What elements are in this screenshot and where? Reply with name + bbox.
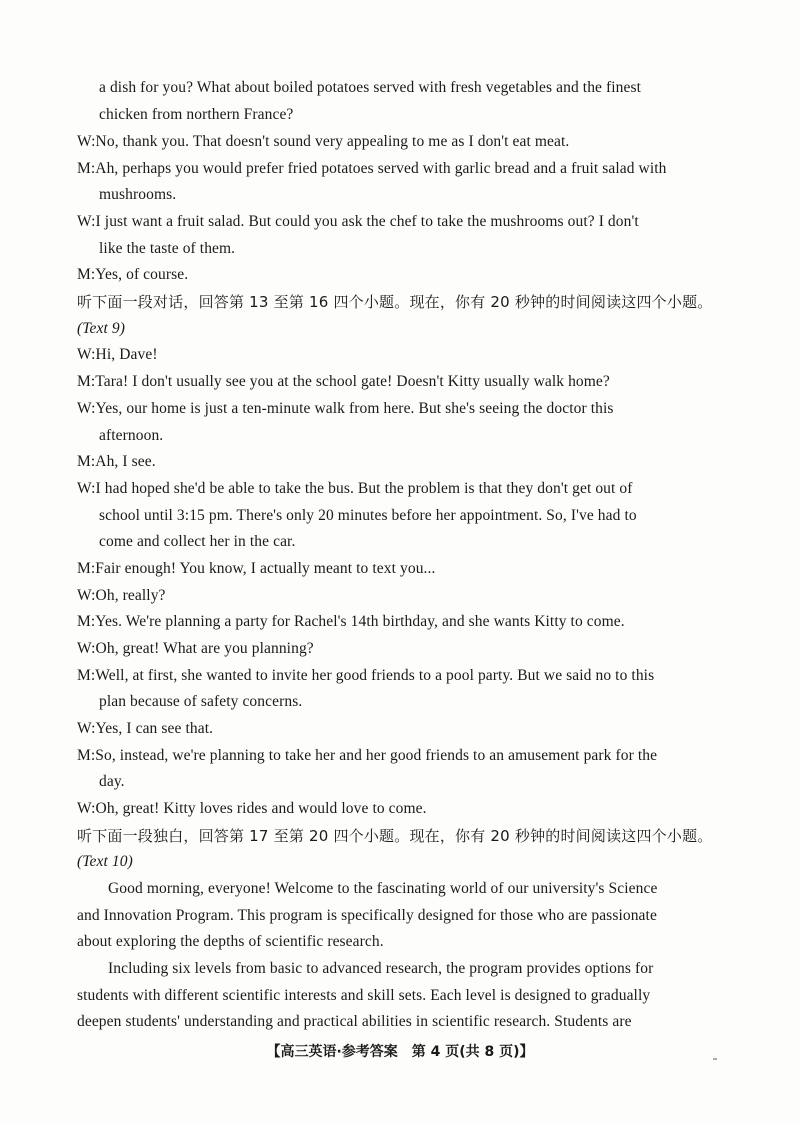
section-instruction: 听下面一段对话，回答第 13 至第 16 四个小题。现在，你有 20 秒钟的时间阅读这四个小题。 xyxy=(77,293,713,311)
text-line: deepen students' understanding and practical abilities in scientific research. Students are xyxy=(77,1013,632,1030)
text-line: M:Fair enough! You know, I actually meant to text you... xyxy=(77,560,436,577)
text-line: M:Yes, of course. xyxy=(77,266,189,283)
text-line: plan because of safety concerns. xyxy=(99,693,303,710)
text-line: W:I had hoped she'd be able to take the bus. But the problem is that they don't get out of xyxy=(77,480,633,497)
text-line: chicken from northern France? xyxy=(99,106,294,123)
text-line: M:Yes. We're planning a party for Rachel's 14th birthday, and she wants Kitty to come. xyxy=(77,613,625,630)
text-line: M:Ah, perhaps you would prefer fried potatoes served with garlic bread and a fruit salad with xyxy=(77,160,667,177)
page-footer: 【高三英语·参考答案 第 4 页(共 8 页)】 xyxy=(266,1044,534,1060)
text-line: come and collect her in the car. xyxy=(99,533,296,550)
text-line: W:Yes, I can see that. xyxy=(77,720,214,737)
text-line: mushrooms. xyxy=(99,186,177,203)
text-line: about exploring the depths of scientific research. xyxy=(77,933,384,950)
text-line: W:Hi, Dave! xyxy=(77,346,158,363)
text-line: Including six levels from basic to advanced research, the program provides options for xyxy=(108,960,654,977)
text-line: afternoon. xyxy=(99,427,164,444)
text-line: a dish for you? What about boiled potatoes served with fresh vegetables and the finest xyxy=(99,79,642,96)
text-line: W:Oh, great! Kitty loves rides and would love to come. xyxy=(77,800,427,817)
text-line: W:Yes, our home is just a ten-minute walk from here. But she's seeing the doctor this xyxy=(77,400,614,417)
text-line: and Innovation Program. This program is specifically designed for those who are passionate xyxy=(77,907,657,924)
text-line: Good morning, everyone! Welcome to the fascinating world of our university's Science xyxy=(108,880,658,897)
text-number: (Text 10) xyxy=(77,853,133,870)
text-line: M:Tara! I don't usually see you at the school gate! Doesn't Kitty usually walk home? xyxy=(77,373,610,390)
text-line: M:Well, at first, she wanted to invite her good friends to a pool party. But we said no to this xyxy=(77,667,655,684)
text-line: W:Oh, really? xyxy=(77,587,166,604)
section-instruction: 听下面一段独白，回答第 17 至第 20 四个小题。现在，你有 20 秒钟的时间阅读这四个小题。 xyxy=(77,827,713,845)
scan-mark xyxy=(713,1058,717,1060)
text-line: students with different scientific interests and skill sets. Each level is designed to gradually xyxy=(77,987,651,1004)
text-line: school until 3:15 pm. There's only 20 minutes before her appointment. So, I've had to xyxy=(99,507,637,524)
text-line: W:I just want a fruit salad. But could you ask the chef to take the mushrooms out? I don't xyxy=(77,213,639,230)
text-line: M:So, instead, we're planning to take her and her good friends to an amusement park for the xyxy=(77,747,658,764)
text-line: day. xyxy=(99,773,125,790)
text-line: W:Oh, great! What are you planning? xyxy=(77,640,314,657)
text-line: like the taste of them. xyxy=(99,240,236,257)
text-line: M:Ah, I see. xyxy=(77,453,156,470)
text-line: W:No, thank you. That doesn't sound very appealing to me as I don't eat meat. xyxy=(77,133,570,150)
text-number: (Text 9) xyxy=(77,320,126,337)
